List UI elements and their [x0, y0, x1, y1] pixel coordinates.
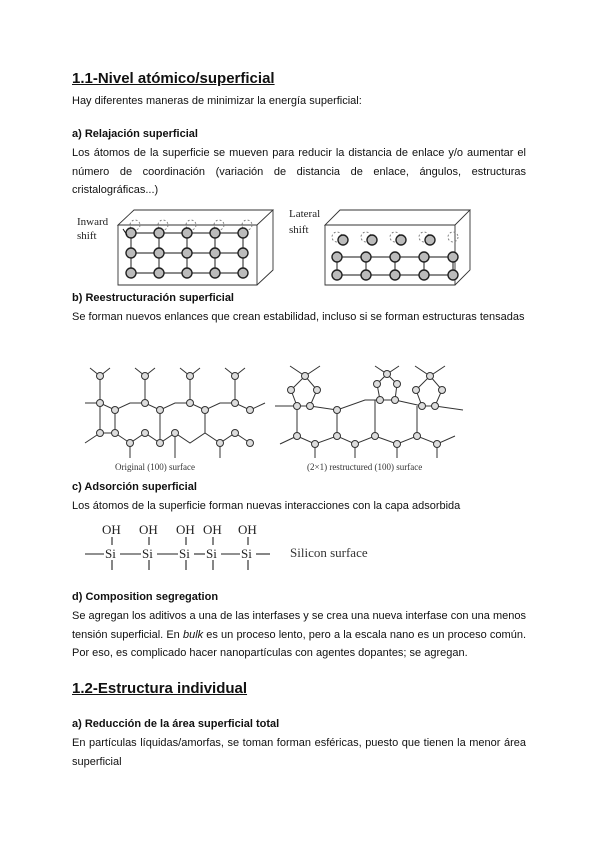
si-atom-3: Si	[179, 546, 190, 561]
segregation-text-italic: bulk	[182, 628, 204, 641]
si-atom-4: Si	[206, 546, 217, 561]
section-heading-1-2: 1.2-Estructura individual	[72, 680, 248, 697]
label-inward: Inward	[77, 216, 109, 228]
relaxation-block-inward	[118, 210, 273, 285]
silicon-surface-label: Silicon surface	[290, 545, 368, 560]
oh-group-5: OH	[238, 522, 257, 537]
figure-surface-restructuring	[75, 348, 475, 474]
segregation-text-end: es un proceso lento, pero a la escala nano es un proceso común. Por eso, es complicado hacer nanopartículas con agentes dopantes; se agregan.	[72, 628, 526, 659]
caption-original-surface: Original (100) surface	[115, 462, 195, 472]
lattice-original	[85, 368, 265, 458]
section-intro: Hay diferentes maneras de minimizar la energía superficial:	[72, 95, 362, 107]
label-inward-shift: shift	[77, 230, 97, 242]
label-lateral-shift: shift	[289, 224, 309, 236]
paragraph-relajacion: Los átomos de la superficie se mueven para reducir la distancia de enlace y/o aumentar el número de coordinación (variación de distancia de enlace, ángulos, estructuras cristalográficas...)	[72, 147, 526, 196]
si-atom-5: Si	[241, 546, 252, 561]
caption-restructured-surface: (2×1) restructured (100) surface	[307, 462, 423, 472]
oh-group-3: OH	[176, 522, 195, 537]
section-heading-1-1: 1.1-Nivel atómico/superficial	[72, 70, 275, 87]
paragraph-segregation	[72, 607, 526, 663]
segregation-text-start: Se agregan los aditivos a una de las interfases y se crea una nueva interfase con una menos tensión superficial. En	[72, 610, 526, 641]
si-atom-1: Si	[105, 546, 116, 561]
oh-group-2: OH	[139, 522, 158, 537]
subheading-reduccion: a) Reducción de la área superficial total	[72, 718, 280, 730]
paragraph-reestructuracion: Se forman nuevos enlances que crean estabilidad, incluso si se forman estructuras tensadas	[72, 311, 525, 323]
paragraph-adsorcion: Los átomos de la superficie forman nuevas interacciones con la capa adsorbida	[72, 500, 461, 512]
subheading-relajacion: a) Relajación superficial	[72, 128, 198, 140]
oh-group-4: OH	[203, 522, 222, 537]
subheading-reestructuracion: b) Reestructuración superficial	[72, 292, 234, 304]
lattice-restructured	[275, 366, 463, 458]
figure-surface-relaxation	[75, 205, 475, 290]
figure-silicon-surface	[80, 518, 400, 578]
relaxation-block-lateral	[325, 210, 470, 285]
si-atom-2: Si	[142, 546, 153, 561]
paragraph-reduccion: En partículas líquidas/amorfas, se toman forman esféricas, puesto que tienen la menor área superficial	[72, 737, 526, 768]
subheading-adsorcion: c) Adsorción superficial	[72, 481, 197, 493]
subheading-segregation: d) Composition segregation	[72, 591, 219, 603]
label-lateral: Lateral	[289, 208, 321, 220]
oh-group-1: OH	[102, 522, 121, 537]
